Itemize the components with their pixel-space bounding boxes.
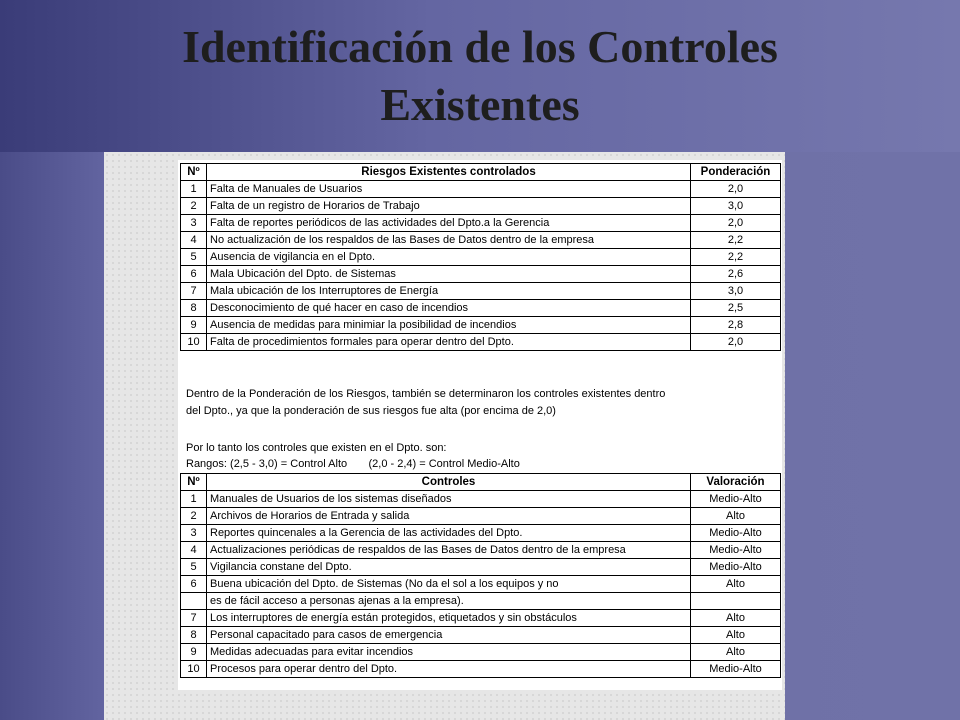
paragraph-line-1: Dentro de la Ponderación de los Riesgos, también se determinaron los controles existentes dentro [186,388,666,400]
table-row [181,198,781,215]
control-rating: Alto [691,576,781,593]
control-text: Los interruptores de energía están protegidos, etiquetados y sin obstáculos [207,610,691,627]
control-rating: Medio-Alto [691,661,781,678]
risk-text: Ausencia de vigilancia en el Dpto. [207,249,691,266]
risk-weight: 2,5 [691,300,781,317]
table-row [181,525,781,542]
risk-text: Mala ubicación de los Interruptores de Energía [207,283,691,300]
risk-text: Desconocimiento de qué hacer en caso de incendios [207,300,691,317]
row-number: 10 [181,334,207,351]
table-row [181,542,781,559]
table-header-row [181,474,781,491]
risk-weight: 3,0 [691,198,781,215]
control-text: Manuales de Usuarios de los sistemas diseñados [207,491,691,508]
control-rating: Medio-Alto [691,525,781,542]
table-row [181,661,781,678]
ranges-line: Rangos: (2,5 - 3,0) = Control Alto (2,0 - 2,4) = Control Medio-Alto [186,458,520,470]
table-row [181,593,781,610]
row-number [181,593,207,610]
control-text: Actualizaciones periódicas de respaldos de las Bases de Datos dentro de la empresa [207,542,691,559]
table-row [181,491,781,508]
paragraph-line-2: del Dpto., ya que la ponderación de sus riesgos fue alta (por encima de 2,0) [186,405,556,417]
header-risks: Riesgos Existentes controlados [207,164,691,181]
row-number: 6 [181,576,207,593]
risk-weight: 2,0 [691,215,781,232]
risks-table [180,163,781,351]
table-row [181,610,781,627]
paragraph-line-3: Por lo tanto los controles que existen en el Dpto. son: [186,442,447,454]
table-row [181,181,781,198]
risk-weight: 2,8 [691,317,781,334]
row-number: 9 [181,644,207,661]
control-rating [691,593,781,610]
title-line-2: Existentes [380,79,580,130]
risk-weight: 2,0 [691,334,781,351]
control-text: Reportes quincenales a la Gerencia de las actividades del Dpto. [207,525,691,542]
control-rating: Medio-Alto [691,559,781,576]
table-row [181,508,781,525]
risk-weight: 2,0 [691,181,781,198]
row-number: 10 [181,661,207,678]
control-rating: Alto [691,610,781,627]
control-text: es de fácil acceso a personas ajenas a la empresa). [207,593,691,610]
table-row [181,300,781,317]
row-number: 1 [181,181,207,198]
risk-text: No actualización de los respaldos de las Bases de Datos dentro de la empresa [207,232,691,249]
risk-weight: 2,2 [691,232,781,249]
header-controls: Controles [207,474,691,491]
control-rating: Medio-Alto [691,542,781,559]
table-row [181,644,781,661]
control-text: Archivos de Horarios de Entrada y salida [207,508,691,525]
risk-weight: 2,6 [691,266,781,283]
row-number: 8 [181,300,207,317]
table-row [181,249,781,266]
risk-text: Falta de reportes periódicos de las actividades del Dpto.a la Gerencia [207,215,691,232]
risk-weight: 3,0 [691,283,781,300]
row-number: 7 [181,610,207,627]
control-text: Medidas adecuadas para evitar incendios [207,644,691,661]
control-text: Personal capacitado para casos de emergencia [207,627,691,644]
row-number: 5 [181,249,207,266]
row-number: 6 [181,266,207,283]
control-text: Vigilancia constane del Dpto. [207,559,691,576]
row-number: 4 [181,232,207,249]
row-number: 7 [181,283,207,300]
risk-weight: 2,2 [691,249,781,266]
table-row [181,232,781,249]
risk-text: Falta de un registro de Horarios de Trabajo [207,198,691,215]
control-rating: Alto [691,508,781,525]
row-number: 8 [181,627,207,644]
table-row [181,559,781,576]
row-number: 2 [181,508,207,525]
controls-table [180,473,781,678]
risk-text: Ausencia de medidas para minimiar la posibilidad de incendios [207,317,691,334]
title-line-1: Identificación de los Controles [182,21,778,72]
control-text: Buena ubicación del Dpto. de Sistemas (No da el sol a los equipos y no [207,576,691,593]
header-rating: Valoración [691,474,781,491]
table-header-row [181,164,781,181]
risk-text: Falta de Manuales de Usuarios [207,181,691,198]
table-row [181,266,781,283]
row-number: 9 [181,317,207,334]
table-row [181,215,781,232]
control-rating: Alto [691,627,781,644]
row-number: 3 [181,525,207,542]
control-rating: Alto [691,644,781,661]
row-number: 2 [181,198,207,215]
risk-text: Mala Ubicación del Dpto. de Sistemas [207,266,691,283]
row-number: 1 [181,491,207,508]
table-row [181,317,781,334]
row-number: 4 [181,542,207,559]
header-weighting: Ponderación [691,164,781,181]
slide-title [0,18,960,134]
control-text: Procesos para operar dentro del Dpto. [207,661,691,678]
row-number: 3 [181,215,207,232]
table-row [181,334,781,351]
table-row [181,283,781,300]
table-row [181,576,781,593]
table-row [181,627,781,644]
control-rating: Medio-Alto [691,491,781,508]
header-number: Nº [181,164,207,181]
row-number: 5 [181,559,207,576]
header-number: Nº [181,474,207,491]
risk-text: Falta de procedimientos formales para operar dentro del Dpto. [207,334,691,351]
